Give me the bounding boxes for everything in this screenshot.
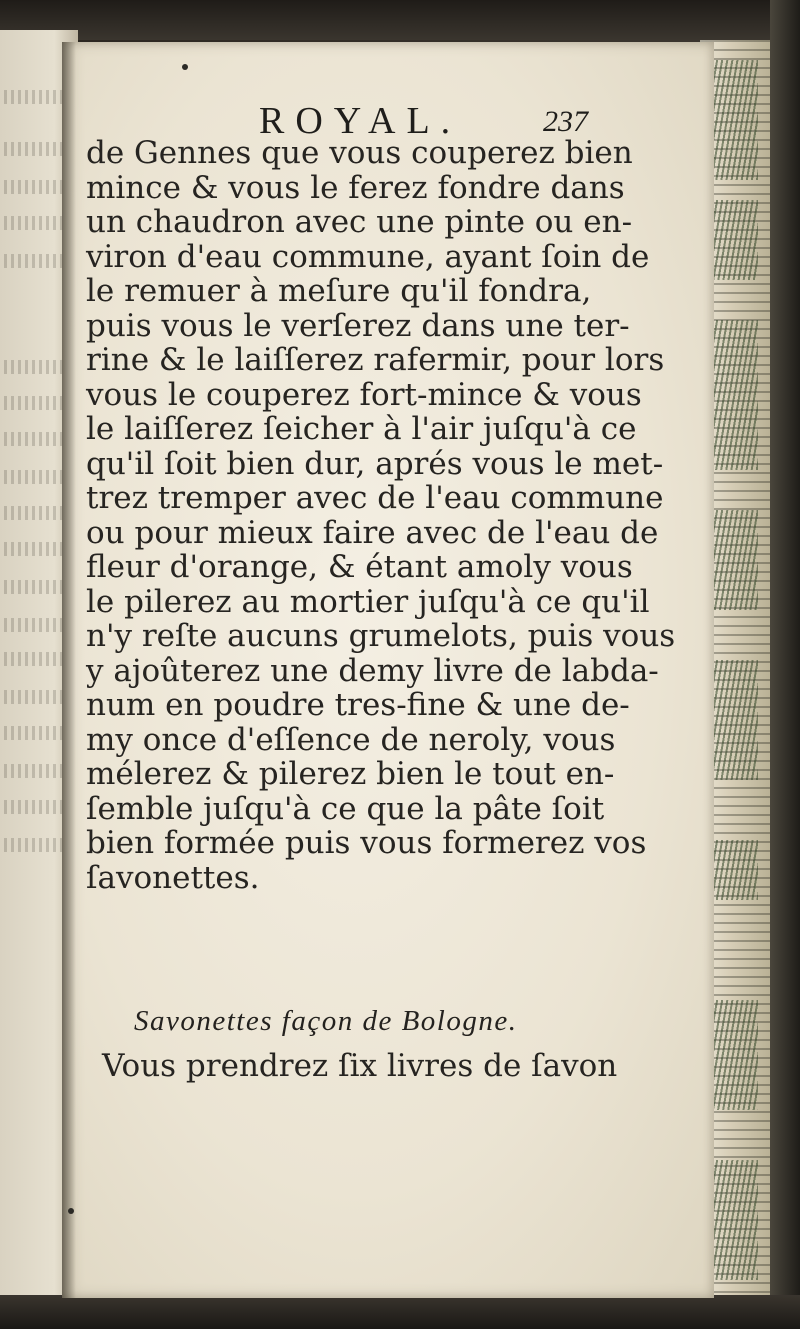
text-line: bien formée puis vous formerez vos [86,825,647,861]
text-line: le pilerez au mortier juſqu'à ce qu'il [86,583,650,620]
right-shadow [770,0,800,1329]
text-line: viron d'eau commune, ayant ſoin de [86,238,650,275]
text-line: y ajoûterez une demy livre de labda- [86,652,659,689]
text-line: de Gennes que vous couperez bien [86,135,633,171]
text-line: fleur d'orange, & étant amoly vous [86,549,633,585]
top-shadow [0,0,800,40]
text-line: trez tremper avec de l'eau commune [86,480,664,516]
book-page [62,42,714,1298]
text-line: mélerez & pilerez bien le tout en- [86,756,615,792]
section-heading: Savonettes façon de Bologne. [134,1005,518,1037]
page-number: 237 [543,105,588,138]
text-line: my once d'eſſence de neroly, vous [86,721,616,758]
text-line: mince & vous le ferez fondre dans [86,169,625,206]
text-line: qu'il ſoit bien dur, aprés vous le met- [86,445,664,482]
page-gutter [62,42,76,1298]
text-line: ou pour mieux faire avec de l'eau de [86,514,659,551]
text-line: un chaudron avec une pinte ou en- [86,204,633,240]
text-line: vous le couperez fort-mince & vous [86,376,642,413]
text-line: puis vous le verſerez dans une ter- [86,307,630,344]
text-line: num en poudre tres-fine & une de- [86,687,630,723]
ink-speck [182,64,188,70]
text-line: ſavonettes. [86,859,260,896]
ink-speck [68,1208,74,1214]
text-line: n'y reſte aucuns grumelots, puis vous [86,618,676,654]
section-first-line: Vous prendrez ſix livres de ſavon [102,1048,618,1084]
text-line: ſemble juſqu'à ce que la pâte ſoit [86,790,605,827]
running-title: ROYAL. [259,100,462,142]
bottom-shadow [0,1295,800,1329]
body-paragraph [86,135,676,896]
text-line: le laiſſerez ſeicher à l'air juſqu'à ce [86,411,637,447]
text-line: le remuer à meſure qu'il fondra, [86,273,592,309]
text-line: rine & le laiſſerez rafermir, pour lors [86,342,665,378]
